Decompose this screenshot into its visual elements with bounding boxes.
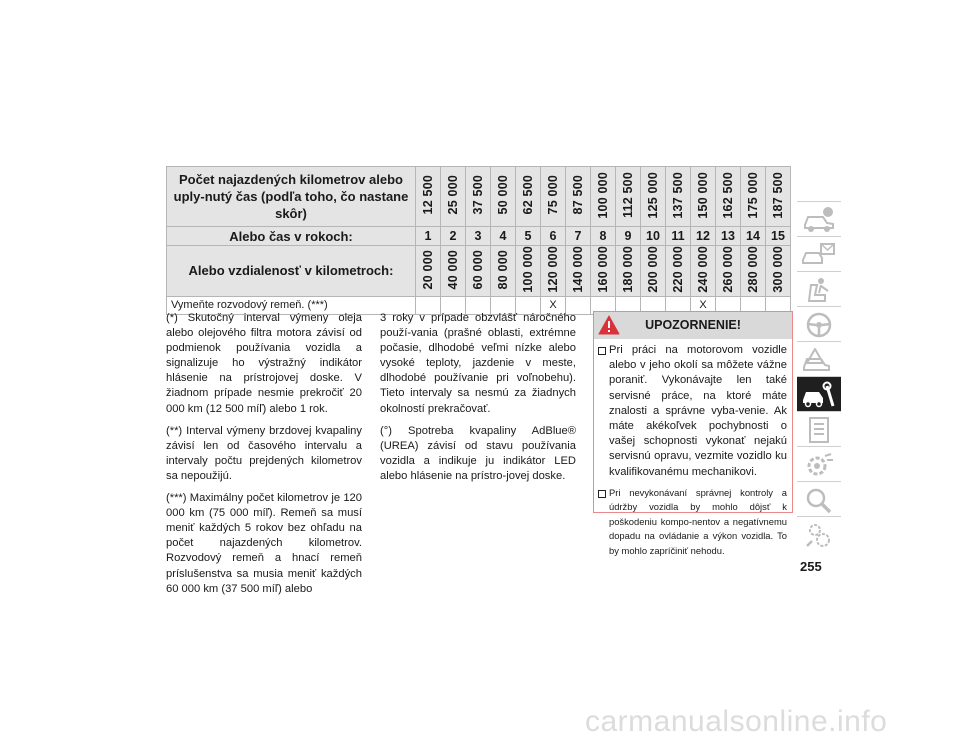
warning-header xyxy=(594,312,792,339)
year-value: 6 xyxy=(541,227,566,246)
tab-index[interactable] xyxy=(797,516,841,552)
km-value: 62 500 xyxy=(521,175,535,215)
warning-item-text: Pri práci na motorovom vozidle alebo v jeho okolí sa môžete vážne poraniť. Vykonávajte len také servisné práce, na ktoré máte znalosti a správne vyba-venie. Ak máte akékoľvek pochybnosti o vašej schopnosti vykonať nejakú servisnú opravu, vezmite vozidlo ku kvalifikovanému mechanikovi. xyxy=(609,344,787,478)
year-value: 10 xyxy=(641,227,666,246)
service-mark: X xyxy=(691,296,716,314)
year-value: 12 xyxy=(691,227,716,246)
footnotes-column-2 xyxy=(380,311,576,491)
car-envelope-icon xyxy=(801,240,837,270)
year-value: 4 xyxy=(491,227,516,246)
car-warning-icon xyxy=(801,345,837,375)
km-value: 37 500 xyxy=(471,175,485,215)
header-km-label: Počet najazdených kilometrov alebo uply-nutý čas (podľa toho, čo nastane skôr) xyxy=(167,167,416,227)
distance-value: 260 000 xyxy=(721,246,735,293)
car-wrench-icon xyxy=(801,380,837,410)
year-value: 2 xyxy=(441,227,466,246)
year-value: 14 xyxy=(741,227,766,246)
page-number: 255 xyxy=(800,559,822,574)
tab-multimedia[interactable] xyxy=(797,446,841,482)
tab-emergency[interactable] xyxy=(797,341,841,377)
distance-value: 160 000 xyxy=(596,246,610,293)
km-value: 75 000 xyxy=(546,175,560,215)
service-mark: X xyxy=(541,296,566,314)
tab-safety[interactable] xyxy=(797,271,841,307)
km-value: 12 500 xyxy=(421,175,435,215)
distance-value: 140 000 xyxy=(571,246,585,293)
year-value: 7 xyxy=(566,227,591,246)
year-value: 9 xyxy=(616,227,641,246)
footnote-continued: 3 roky v prípade obzvlášť náročného použí-vania (prašné oblasti, extrémne počasie, dlhodobé veľmi nízke alebo vysoké teploty, jazdenie v meste, dlhodobé používanie pri voľnobehu). Tieto intervaly sa nesmú za žiadnych okolností prekračovať. xyxy=(380,312,576,415)
document-list-icon xyxy=(801,415,837,445)
distance-value: 280 000 xyxy=(746,246,760,293)
table-row-km xyxy=(167,167,791,227)
watermark: carmanualsonline.info xyxy=(585,705,888,738)
footnotes-column-1 xyxy=(166,311,362,604)
magnifier-icon xyxy=(801,485,837,515)
year-value: 3 xyxy=(466,227,491,246)
km-value: 125 000 xyxy=(646,171,660,219)
warning-title: UPOZORNENIE! xyxy=(645,318,741,332)
km-value: 137 500 xyxy=(671,171,685,219)
table-row-distance xyxy=(167,246,791,297)
car-info-icon xyxy=(801,205,837,235)
distance-value: 300 000 xyxy=(771,246,785,293)
km-value: 175 000 xyxy=(746,171,760,219)
warning-item-injury xyxy=(594,343,792,480)
distance-value: 100 000 xyxy=(521,246,535,293)
km-value: 162 500 xyxy=(721,171,735,219)
km-value: 50 000 xyxy=(496,175,510,215)
tab-customer-assistance[interactable] xyxy=(797,481,841,517)
footnote-brake-fluid: (**) Interval výmeny brzdovej kvapaliny závisí len od časového intervalu a intervaly počtu prejdených kilometrov sa nepoužijú. xyxy=(166,424,362,482)
distance-value: 120 000 xyxy=(546,246,560,293)
distance-label: Alebo vzdialenosť v kilometroch: xyxy=(167,246,416,297)
distance-value: 80 000 xyxy=(496,249,510,290)
search-gears-icon xyxy=(801,520,837,550)
km-value: 100 000 xyxy=(596,171,610,219)
distance-value: 180 000 xyxy=(621,246,635,293)
km-value: 112 500 xyxy=(621,172,635,218)
warning-item-text: Pri nevykonávaní správnej kontroly a údržby vozidla by mohlo dôjsť k poškodeniu kompo-nentov a negatívnemu dopadu na ovládanie a výkon vozidla. To by mohlo zapríčiniť nehodu. xyxy=(609,486,787,556)
year-value: 15 xyxy=(766,227,791,246)
distance-value: 200 000 xyxy=(646,246,660,293)
tab-vehicle-info[interactable] xyxy=(797,201,841,237)
distance-value: 60 000 xyxy=(471,249,485,290)
km-value: 150 000 xyxy=(696,171,710,219)
year-value: 11 xyxy=(666,227,691,246)
distance-value: 40 000 xyxy=(446,249,460,290)
footnote-oil: (*) Skutočný interval výmeny oleja alebo olejového filtra motora závisí od podmienok používania vozidla a signalizuje ho výstražný indikátor hlásenie na prístrojovej doske. V žiadnom prípade nesmie prekročiť 20 000 km (12 500 míľ) alebo 1 rok. xyxy=(166,312,362,415)
distance-value: 240 000 xyxy=(696,246,710,293)
bullet-square-icon xyxy=(598,347,606,355)
year-value: 13 xyxy=(716,227,741,246)
warning-box xyxy=(593,311,793,556)
warning-item-maintenance xyxy=(594,486,792,559)
timing-belt-label: Vymeňte rozvodový remeň. (***) xyxy=(167,296,416,314)
footnote-timing-belt: (***) Maximálny počet kilometrov je 120 000 km (75 000 míľ). Remeň sa musí meniť každých 5 rokov bez ohľadu na počet najazdených kilometrov. Rozvodový remeň a hnací remeň príslušenstva sa musia meniť každých 60 000 km (37 500 míľ) alebo xyxy=(166,492,362,595)
year-value: 5 xyxy=(516,227,541,246)
km-value: 187 500 xyxy=(771,171,785,219)
years-label: Alebo čas v rokoch: xyxy=(167,227,416,246)
steering-wheel-icon xyxy=(801,310,837,340)
tab-servicing-maintenance[interactable] xyxy=(797,376,841,412)
tab-starting-operating[interactable] xyxy=(797,306,841,342)
distance-value: 20 000 xyxy=(421,249,435,290)
km-value: 87 500 xyxy=(571,175,585,215)
year-value: 8 xyxy=(591,227,616,246)
year-value: 1 xyxy=(416,227,441,246)
distance-value: 220 000 xyxy=(671,246,685,293)
table-row-years xyxy=(167,227,791,246)
seat-person-icon xyxy=(801,275,837,305)
footnote-adblue: (°) Spotreba kvapaliny AdBlue® (UREA) závisí od stavu používania vozidla a indikuje ju indikátor LED alebo hlásenie na prístro-jovej doske. xyxy=(380,424,576,482)
tab-technical-specs[interactable] xyxy=(797,411,841,447)
tab-getting-to-know[interactable] xyxy=(797,236,841,272)
gear-tools-icon xyxy=(801,450,837,480)
maintenance-table xyxy=(166,166,791,315)
warning-triangle-icon xyxy=(598,315,620,335)
bullet-square-icon xyxy=(598,490,606,498)
km-value: 25 000 xyxy=(446,175,460,215)
